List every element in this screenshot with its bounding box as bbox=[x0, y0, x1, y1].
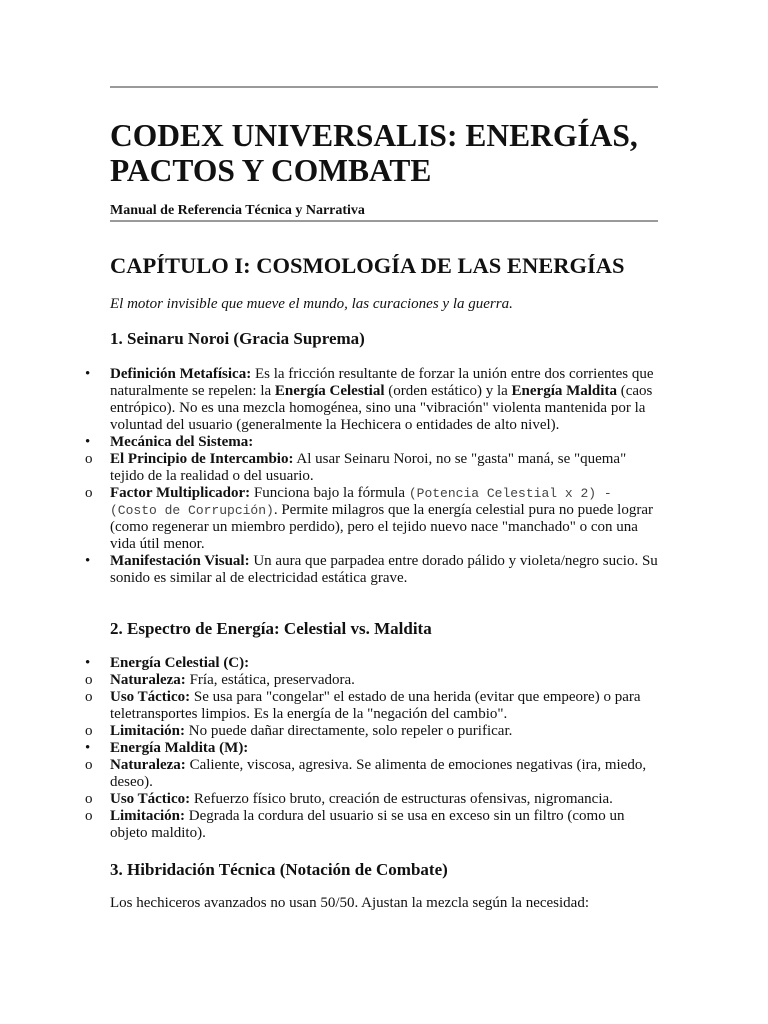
section-heading-2: 2. Espectro de Energía: Celestial vs. Maldita bbox=[110, 619, 432, 638]
item-text: Fría, estática, preservadora. bbox=[185, 672, 355, 688]
item-text: (orden estático) y la bbox=[384, 383, 512, 399]
list-item bbox=[85, 791, 660, 808]
item-text: Se usa para "congelar" el estado de una herida (evitar que empeore) o para teletransportes limpios. Es la energía de la "negación del cambio". bbox=[110, 689, 641, 722]
list-item bbox=[85, 485, 660, 553]
item-label: Energía Maldita (M): bbox=[110, 740, 249, 756]
item-label: Limitación: bbox=[110, 723, 185, 739]
top-divider bbox=[110, 86, 658, 88]
item-label: Limitación: bbox=[110, 808, 185, 824]
item-text: (caos entrópico). No es una mezcla homogénea, sino una "vibración" violenta mantenida por la voluntad del usuario (generalmente la Hechicera o entidades de alto nivel). bbox=[110, 383, 653, 433]
item-label: Factor Multiplicador: bbox=[110, 485, 251, 501]
item-label: Definición Metafísica: bbox=[110, 366, 252, 382]
circle-marker: o bbox=[85, 485, 93, 501]
section-heading-1: 1. Seinaru Noroi (Gracia Suprema) bbox=[110, 329, 365, 348]
circle-marker: o bbox=[85, 808, 93, 824]
item-label: Uso Táctico: bbox=[110, 689, 191, 705]
item-text: Degrada la cordura del usuario si se usa en exceso sin un filtro (como un objeto maldito). bbox=[110, 808, 625, 841]
subtitle-divider bbox=[110, 220, 658, 222]
document-title: CODEX UNIVERSALIS: ENERGÍAS, PACTOS Y COMBATE bbox=[110, 118, 638, 188]
list-item bbox=[85, 366, 660, 434]
circle-marker: o bbox=[85, 689, 93, 705]
chapter-intro: El motor invisible que mueve el mundo, las curaciones y la guerra. bbox=[110, 296, 513, 312]
section-3-paragraph: Los hechiceros avanzados no usan 50/50. Ajustan la mezcla según la necesidad: bbox=[110, 895, 590, 911]
bullet-marker: • bbox=[85, 655, 91, 671]
list-item bbox=[85, 689, 660, 723]
item-emphasis: Energía Maldita bbox=[511, 383, 617, 399]
list-item bbox=[85, 808, 660, 842]
item-label: Energía Celestial (C): bbox=[110, 655, 250, 671]
item-text: Funciona bajo la fórmula bbox=[250, 485, 409, 501]
item-text: Caliente, viscosa, agresiva. Se alimenta de emociones negativas (ira, miedo, deseo). bbox=[110, 757, 647, 790]
list-item bbox=[85, 451, 660, 485]
bullet-marker: • bbox=[85, 366, 91, 382]
item-label: Naturaleza: bbox=[110, 672, 186, 688]
formula-code: (Potencia Celestial x 2) - bbox=[408, 486, 612, 501]
item-text: Es la fricción resultante de forzar la unión entre dos corrientes que naturalmente se repelen: la bbox=[110, 366, 654, 399]
item-label: El Principio de Intercambio: bbox=[110, 451, 294, 467]
list-item bbox=[85, 740, 660, 757]
circle-marker: o bbox=[85, 672, 93, 688]
section-2-list bbox=[85, 655, 660, 842]
item-label: Mecánica del Sistema: bbox=[110, 434, 254, 450]
circle-marker: o bbox=[85, 723, 93, 739]
item-label: Uso Táctico: bbox=[110, 791, 191, 807]
bullet-marker: • bbox=[85, 553, 91, 569]
section-heading-3: 3. Hibridación Técnica (Notación de Combate) bbox=[110, 860, 448, 879]
section-1-list bbox=[85, 366, 660, 587]
circle-marker: o bbox=[85, 757, 93, 773]
list-item bbox=[85, 757, 660, 791]
item-label: Naturaleza: bbox=[110, 757, 186, 773]
item-text: . Permite milagros que la energía celestial pura no puede lograr (como regenerar un miembro perdido), pero el tejido nuevo nace "manchado" o con una vida útil menor. bbox=[110, 502, 653, 552]
item-text: No puede dañar directamente, solo repeler o purificar. bbox=[185, 723, 513, 739]
circle-marker: o bbox=[85, 451, 93, 467]
list-item bbox=[85, 672, 660, 689]
circle-marker: o bbox=[85, 791, 93, 807]
list-item bbox=[85, 655, 660, 672]
list-item bbox=[85, 723, 660, 740]
item-label: Manifestación Visual: bbox=[110, 553, 250, 569]
list-item bbox=[85, 434, 660, 451]
chapter-title: CAPÍTULO I: COSMOLOGÍA DE LAS ENERGÍAS bbox=[110, 253, 625, 278]
list-item bbox=[85, 553, 660, 587]
item-text: Al usar Seinaru Noroi, no se "gasta" maná, se "quema" tejido de la realidad o del usuario. bbox=[110, 451, 627, 484]
bullet-marker: • bbox=[85, 434, 91, 450]
item-emphasis: Energía Celestial bbox=[274, 383, 385, 399]
item-text: Un aura que parpadea entre dorado pálido y violeta/negro sucio. Su sonido es similar al de electricidad estática grave. bbox=[110, 553, 658, 586]
document-subtitle: Manual de Referencia Técnica y Narrativa bbox=[110, 203, 365, 218]
formula-code: (Costo de Corrupción) bbox=[110, 503, 274, 518]
item-text: Refuerzo físico bruto, creación de estructuras ofensivas, nigromancia. bbox=[190, 791, 613, 807]
bullet-marker: • bbox=[85, 740, 91, 756]
